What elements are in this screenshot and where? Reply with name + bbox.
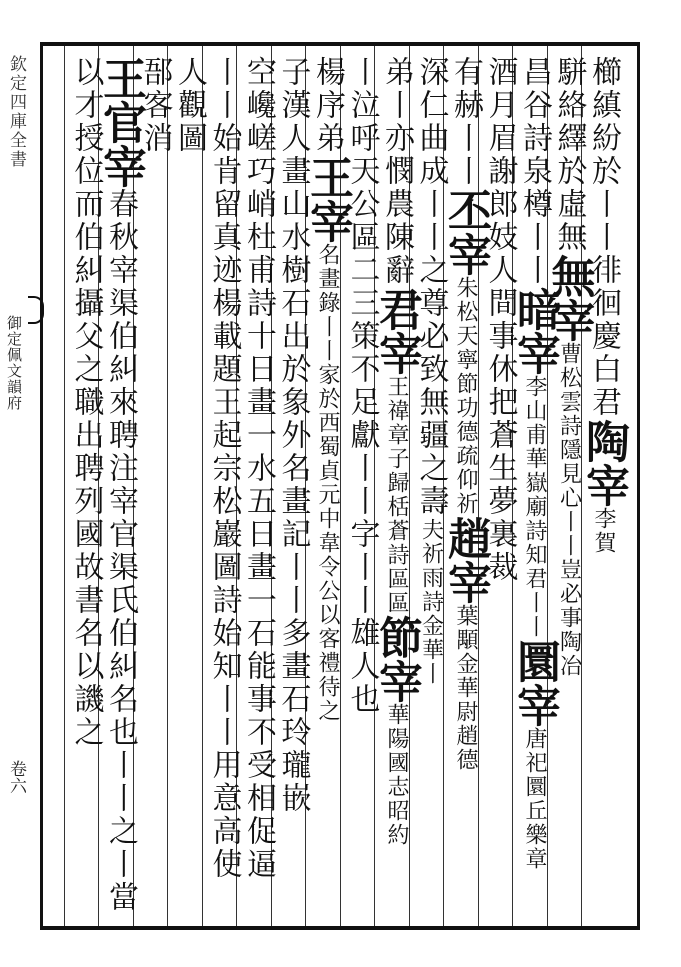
margin-title: 欽定四庫全書: [6, 55, 26, 169]
text-column: [95, 56, 146, 916]
text-column: [371, 56, 422, 916]
text-column: [440, 56, 491, 916]
text-column: [66, 56, 106, 916]
entry-text: 唐祀圜丘樂章: [522, 727, 547, 871]
entry-text: 李山甫華嶽廟詩知君丨丨: [522, 375, 547, 639]
entry-text: 有赫丨丨: [448, 56, 483, 188]
entry-heading: 節宰: [371, 615, 422, 703]
entry-heading: 暗宰: [509, 287, 560, 375]
entry-heading: 圜宰: [509, 639, 560, 727]
entry-heading: 君宰: [371, 287, 422, 375]
entry-text: 丨泣呼天公: [344, 56, 380, 221]
entry-text: 名畫錄丨丨家於西蜀貞元中韋令公以客禮待之: [315, 243, 340, 723]
text-column: [411, 56, 451, 916]
text-column: [509, 56, 560, 916]
entry-text: 區二三策不足獻丨丨字丨丨雄人也: [344, 221, 380, 716]
entry-text: 郚客消: [137, 56, 173, 155]
entry-text: 華陽國志昭約: [384, 703, 409, 847]
fish-tail-mark: [28, 296, 44, 324]
folio-number: 卷六: [6, 760, 26, 794]
entry-text: 丨丨始肯留真迹楊載題王起宗松巖圖詩始知丨丨用意高使: [206, 56, 242, 881]
text-column: [302, 56, 353, 916]
entry-text: 空巉嵯巧峭杜甫詩十日畫一水五日畫一石能事不受相促逼: [241, 56, 276, 881]
entry-heading: 丕宰: [440, 188, 491, 276]
text-column: [238, 56, 278, 916]
text-column: [273, 56, 313, 916]
entry-text: 子漢人: [275, 56, 311, 155]
entry-text: 深仁曲成丨丨之尊必致無疆之壽: [413, 56, 449, 518]
entry-text: 葉顒金華尉趙德: [453, 604, 478, 772]
entry-text: 昌谷詩泉樽丨丨: [517, 56, 552, 287]
entry-heading: 王官宰: [95, 56, 146, 188]
entry-text: 人間事休把蒼生夢裏裁: [482, 254, 518, 584]
column-divider: [64, 46, 65, 926]
left-border: [40, 42, 43, 930]
text-column: [204, 56, 244, 916]
text-column: [578, 56, 629, 916]
entry-text: 朱松天寧節功德疏仰祈: [453, 276, 478, 516]
entry-heading: 趙宰: [440, 516, 491, 604]
entry-text: 王禕章子歸栝蒼詩區區: [384, 375, 409, 615]
entry-text: 曹松雲詩隱見心丨丨豈必事陶冶: [556, 342, 582, 678]
text-column: [169, 56, 209, 916]
entry-heading: 陶宰: [578, 419, 629, 507]
entry-text: 楊序弟: [310, 56, 345, 155]
entry-text: 春秋宰渠伯糾來聘注宰官渠氏伯糾名也丨丨之丨當: [103, 188, 138, 914]
entry-text: 人觀圖: [172, 56, 207, 155]
entry-text: 櫛縝紛於丨丨徘徊慶白君: [586, 56, 621, 419]
entry-heading: 王宰: [302, 155, 353, 243]
entry-text: 夫祈雨詩金華丨: [418, 518, 444, 686]
margin-book-title: 御定佩文韻府: [5, 315, 23, 411]
entry-text: 駢絡繹於虛無: [551, 56, 587, 254]
entry-heading: 無宰: [543, 254, 595, 342]
text-column: [543, 56, 595, 916]
entry-text: 李賀: [591, 507, 616, 555]
text-column: [480, 56, 520, 916]
bottom-border: [40, 926, 640, 930]
entry-text: 酒月眉謝郎妓: [482, 56, 518, 254]
entry-text: 弟丨亦憫農陳辭: [379, 56, 414, 287]
entry-text: 畫山水樹石出於象外名畫記丨丨多畫石玲瓏嵌: [275, 155, 311, 815]
entry-text: 以才授位而伯糾攝父之職出聘列國故書名以譏之: [68, 56, 104, 749]
right-border: [637, 42, 640, 930]
